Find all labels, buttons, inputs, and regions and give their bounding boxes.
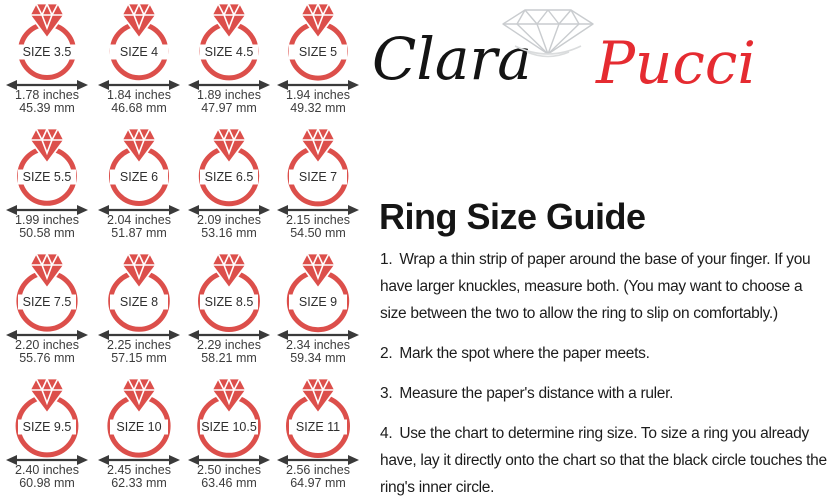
ring-inches: 2.20 inches [15,338,79,352]
ring-mm: 50.58 mm [19,226,75,240]
step-text: Measure the paper's distance with a ruler. [399,385,674,402]
ring-mm: 51.87 mm [111,226,167,240]
ring-size-item [93,252,185,365]
ring-mm: 64.97 mm [290,476,346,490]
ring-inches: 1.78 inches [15,88,79,102]
ring-size-label: SIZE 7.5 [22,295,72,309]
step-number: 3. [380,385,393,402]
ring-inches: 2.04 inches [107,213,171,227]
ring-inches: 1.94 inches [286,88,350,102]
ring-size-label: SIZE 9.5 [22,420,72,434]
ring-size-label: SIZE 10 [116,420,162,434]
ring-mm: 59.34 mm [290,351,346,365]
ring-mm: 58.21 mm [201,351,257,365]
ring-inches: 2.45 inches [107,463,171,477]
step-number: 1. [380,251,393,268]
ring-mm: 62.33 mm [111,476,167,490]
ring-size-item [93,2,185,115]
ring-size-item [93,377,185,490]
ring-mm: 55.76 mm [19,351,75,365]
diamond-outline-icon [487,4,609,62]
ring-size-item [183,252,275,365]
ring-size-label: SIZE 5 [298,45,338,59]
step-text: Wrap a thin strip of paper around the base of your finger. If you have larger knuckles, measure both. (You may want to choose a size between the two to allow the ring to slip on comfortably.) [380,251,811,322]
ring-inches: 2.25 inches [107,338,171,352]
ring-size-label: SIZE 7 [298,170,338,184]
ring-size-item [183,377,275,490]
ring-mm: 60.98 mm [19,476,75,490]
ring-size-label: SIZE 5.5 [22,170,72,184]
ring-size-label: SIZE 4 [119,45,159,59]
instruction-step [380,246,832,327]
instruction-step [380,340,832,367]
ring-mm: 47.97 mm [201,101,257,115]
ring-size-item [272,252,364,365]
ring-inches: 1.84 inches [107,88,171,102]
ring-size-item [1,252,93,365]
ring-inches: 2.34 inches [286,338,350,352]
ring-mm: 49.32 mm [290,101,346,115]
ring-size-label: SIZE 6.5 [204,170,254,184]
ring-size-item [1,127,93,240]
ring-mm: 45.39 mm [19,101,75,115]
brand-name-first: Clara [372,25,532,93]
step-number: 2. [380,345,393,362]
ring-size-label: SIZE 6 [119,170,159,184]
ring-size-label: SIZE 11 [295,420,341,434]
ring-inches: 1.99 inches [15,213,79,227]
ring-size-item [272,2,364,115]
ring-size-item [93,127,185,240]
ring-size-label: SIZE 8 [119,295,159,309]
step-number: 4. [380,425,393,442]
ring-mm: 54.50 mm [290,226,346,240]
ring-size-item [1,377,93,490]
ring-mm: 57.15 mm [111,351,167,365]
ring-size-label: SIZE 10.5 [201,420,257,434]
ring-inches: 2.56 inches [286,463,350,477]
ring-mm: 63.46 mm [201,476,257,490]
ring-size-label: SIZE 3.5 [22,45,72,59]
ring-size-item [183,127,275,240]
step-text: Mark the spot where the paper meets. [399,345,650,362]
brand-name-second: Pucci [596,29,756,97]
ring-inches: 2.15 inches [286,213,350,227]
ring-size-label: SIZE 9 [298,295,338,309]
ring-inches: 2.40 inches [15,463,79,477]
ring-inches: 2.29 inches [197,338,261,352]
ring-inches: 2.50 inches [197,463,261,477]
step-text: Use the chart to determine ring size. To size a ring you already have, lay it directly onto the chart so that the black circle touches the ring's inner circle. [380,425,827,496]
ring-size-item [183,2,275,115]
ring-size-label: SIZE 4.5 [204,45,254,59]
ring-size-label: SIZE 8.5 [204,295,254,309]
page-title: Ring Size Guide [379,196,646,237]
ring-mm: 46.68 mm [111,101,167,115]
ring-size-item [1,2,93,115]
instruction-step [380,420,832,501]
instruction-step [380,380,832,407]
ring-size-item [272,127,364,240]
instruction-list [380,246,832,501]
ring-inches: 1.89 inches [197,88,261,102]
ring-mm: 53.16 mm [201,226,257,240]
ring-inches: 2.09 inches [197,213,261,227]
ring-size-item [272,377,364,490]
